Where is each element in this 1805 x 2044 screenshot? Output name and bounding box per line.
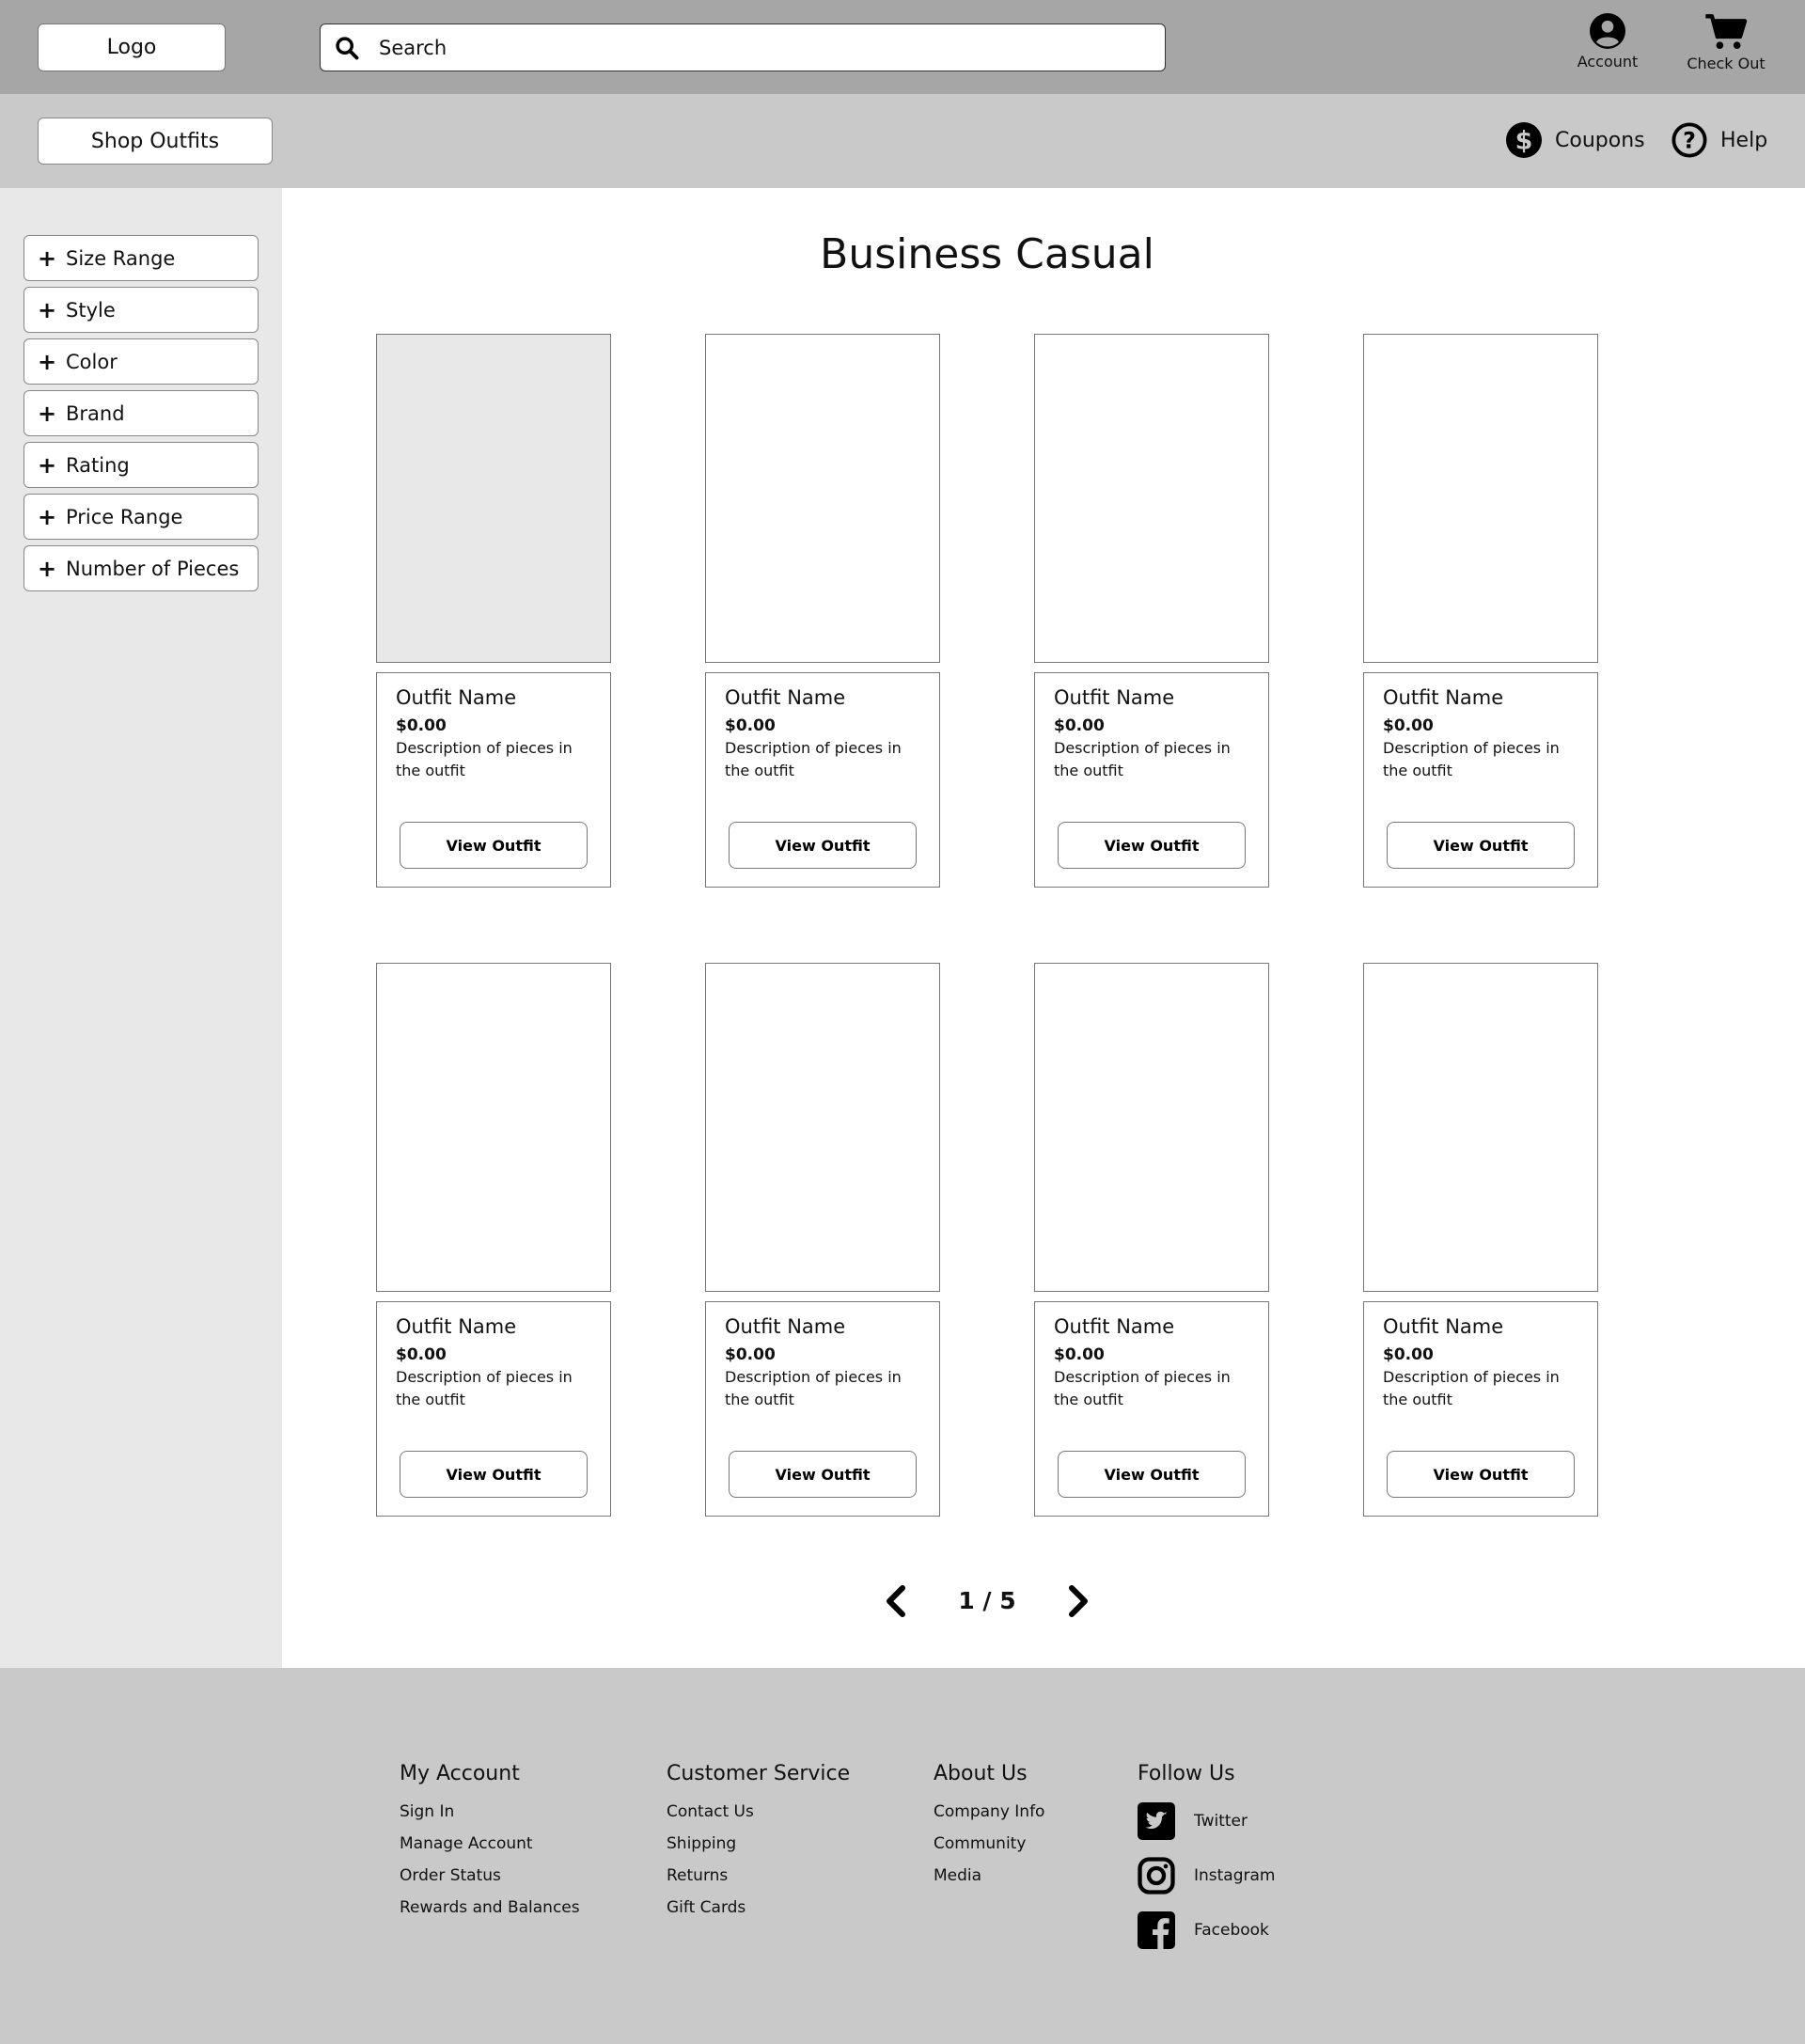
facebook-label: Facebook xyxy=(1194,1921,1269,1940)
page-title: Business Casual xyxy=(820,230,1154,278)
outfit-price: $0.00 xyxy=(1383,1345,1434,1364)
outfit-description: Description of pieces in the outfit xyxy=(1383,1368,1560,1408)
logo-button[interactable]: Logo xyxy=(38,24,226,71)
filter-label: Size Range xyxy=(66,246,176,270)
chevron-right-icon xyxy=(1066,1584,1092,1618)
filter-label: Style xyxy=(66,298,116,322)
chevron-left-icon xyxy=(882,1584,908,1618)
instagram-link[interactable] xyxy=(1138,1857,1276,1895)
footer-my-account xyxy=(400,1762,580,1930)
outfit-price: $0.00 xyxy=(396,1345,447,1364)
plus-icon: + xyxy=(38,451,57,479)
outfit-card xyxy=(1034,672,1269,888)
outfit-card xyxy=(705,1301,940,1517)
filter-style[interactable] xyxy=(24,287,259,333)
outfit-description: Description of pieces in the outfit xyxy=(725,739,902,779)
outfit-name: Outfit Name xyxy=(1054,1315,1175,1338)
svg-text:$: $ xyxy=(1515,126,1533,156)
page-indicator: 1 / 5 xyxy=(958,1587,1016,1614)
footer-follow-us xyxy=(1138,1762,1276,1966)
account-button[interactable] xyxy=(1561,13,1655,71)
footer-heading: My Account xyxy=(400,1762,520,1785)
plus-icon: + xyxy=(38,244,57,272)
filter-label: Color xyxy=(66,350,118,373)
outfit-description: Description of pieces in the outfit xyxy=(396,739,573,779)
twitter-label: Twitter xyxy=(1194,1812,1248,1831)
account-icon xyxy=(1590,13,1625,49)
outfit-description: Description of pieces in the outfit xyxy=(725,1368,902,1408)
outfit-card xyxy=(1363,1301,1598,1517)
help-icon xyxy=(1672,122,1707,158)
coupons-label: Coupons xyxy=(1555,128,1645,152)
footer-link-manage-account[interactable]: Manage Account xyxy=(400,1834,533,1853)
filter-rating[interactable] xyxy=(24,442,259,488)
outfit-card xyxy=(1034,1301,1269,1517)
outfit-card xyxy=(376,672,611,888)
search-input[interactable] xyxy=(379,37,1112,59)
dollar-icon xyxy=(1506,122,1542,158)
outfit-image[interactable] xyxy=(1363,334,1598,663)
footer-link-media[interactable]: Media xyxy=(934,1866,982,1885)
twitter-icon xyxy=(1138,1802,1175,1840)
outfit-name: Outfit Name xyxy=(725,1315,846,1338)
footer-customer-service xyxy=(667,1762,850,1930)
outfit-description: Description of pieces in the outfit xyxy=(1054,1368,1231,1408)
plus-icon: + xyxy=(38,503,57,530)
outfit-description: Description of pieces in the outfit xyxy=(396,1368,573,1408)
cart-icon xyxy=(1703,13,1749,51)
outfit-image[interactable] xyxy=(705,334,940,663)
outfit-image[interactable] xyxy=(376,334,611,663)
previous-page-button[interactable] xyxy=(882,1584,908,1618)
outfit-price: $0.00 xyxy=(1054,716,1105,735)
search-bar[interactable] xyxy=(320,24,1166,71)
footer-link-company-info[interactable]: Company Info xyxy=(934,1802,1045,1821)
checkout-label: Check Out xyxy=(1687,55,1766,72)
plus-icon: + xyxy=(38,348,57,375)
filter-size-range[interactable] xyxy=(24,235,259,281)
outfit-name: Outfit Name xyxy=(725,686,846,709)
next-page-button[interactable] xyxy=(1066,1584,1092,1618)
outfit-price: $0.00 xyxy=(725,1345,776,1364)
view-outfit-button[interactable]: View Outfit xyxy=(1058,1451,1246,1498)
outfit-image[interactable] xyxy=(705,963,940,1292)
outfit-card xyxy=(376,1301,611,1517)
svg-text:?: ? xyxy=(1683,127,1696,154)
checkout-button[interactable] xyxy=(1673,13,1779,72)
help-label: Help xyxy=(1720,128,1768,152)
view-outfit-button[interactable]: View Outfit xyxy=(729,1451,917,1498)
filter-color[interactable] xyxy=(24,338,259,385)
footer xyxy=(0,1668,1805,2044)
outfit-image[interactable] xyxy=(1363,963,1598,1292)
outfit-card xyxy=(1363,672,1598,888)
outfit-name: Outfit Name xyxy=(1383,686,1504,709)
outfit-price: $0.00 xyxy=(1054,1345,1105,1364)
instagram-label: Instagram xyxy=(1194,1866,1276,1885)
footer-about-us xyxy=(934,1762,1044,1898)
outfit-name: Outfit Name xyxy=(396,1315,517,1338)
twitter-link[interactable] xyxy=(1138,1802,1276,1840)
sub-header xyxy=(0,94,1805,188)
footer-link-rewards[interactable]: Rewards and Balances xyxy=(400,1898,580,1917)
filter-label: Rating xyxy=(66,453,130,477)
view-outfit-button[interactable]: View Outfit xyxy=(1387,822,1575,869)
outfit-name: Outfit Name xyxy=(396,686,517,709)
view-outfit-button[interactable]: View Outfit xyxy=(729,822,917,869)
help-link[interactable] xyxy=(1672,122,1767,158)
instagram-icon xyxy=(1138,1857,1175,1895)
footer-link-contact-us[interactable]: Contact Us xyxy=(667,1802,754,1821)
outfit-price: $0.00 xyxy=(1383,716,1434,735)
filter-sidebar xyxy=(0,188,282,1668)
search-icon xyxy=(334,35,360,61)
filter-number-of-pieces[interactable] xyxy=(24,545,259,591)
outfit-name: Outfit Name xyxy=(1054,686,1175,709)
filter-price-range[interactable] xyxy=(24,494,259,540)
outfit-card xyxy=(705,672,940,888)
footer-link-sign-in[interactable]: Sign In xyxy=(400,1802,455,1821)
outfit-name: Outfit Name xyxy=(1383,1315,1504,1338)
account-label: Account xyxy=(1577,53,1639,71)
shop-outfits-button[interactable]: Shop Outfits xyxy=(38,118,273,165)
outfit-price: $0.00 xyxy=(725,716,776,735)
plus-icon: + xyxy=(38,296,57,323)
view-outfit-button[interactable]: View Outfit xyxy=(1387,1451,1575,1498)
footer-heading: Customer Service xyxy=(667,1762,851,1785)
view-outfit-button[interactable]: View Outfit xyxy=(1058,822,1246,869)
footer-link-order-status[interactable]: Order Status xyxy=(400,1866,501,1885)
footer-heading: Follow Us xyxy=(1138,1762,1235,1785)
plus-icon: + xyxy=(38,400,57,427)
outfit-description: Description of pieces in the outfit xyxy=(1383,739,1560,779)
top-header xyxy=(0,0,1805,94)
outfit-description: Description of pieces in the outfit xyxy=(1054,739,1231,779)
outfit-price: $0.00 xyxy=(396,716,447,735)
facebook-link[interactable] xyxy=(1138,1911,1276,1949)
outfit-image[interactable] xyxy=(1034,963,1269,1292)
filter-brand[interactable] xyxy=(24,390,259,436)
footer-link-returns[interactable]: Returns xyxy=(667,1866,729,1885)
facebook-icon xyxy=(1138,1911,1175,1949)
footer-link-community[interactable]: Community xyxy=(934,1834,1027,1853)
footer-link-gift-cards[interactable]: Gift Cards xyxy=(667,1898,746,1917)
footer-heading: About Us xyxy=(934,1762,1028,1785)
outfit-image[interactable] xyxy=(1034,334,1269,663)
coupons-link[interactable] xyxy=(1506,122,1645,158)
view-outfit-button[interactable]: View Outfit xyxy=(400,1451,588,1498)
footer-link-shipping[interactable]: Shipping xyxy=(667,1834,737,1853)
filter-label: Number of Pieces xyxy=(66,557,240,580)
filter-label: Price Range xyxy=(66,505,183,528)
outfit-image[interactable] xyxy=(376,963,611,1292)
filter-label: Brand xyxy=(66,401,125,425)
plus-icon: + xyxy=(38,555,57,582)
view-outfit-button[interactable]: View Outfit xyxy=(400,822,588,869)
